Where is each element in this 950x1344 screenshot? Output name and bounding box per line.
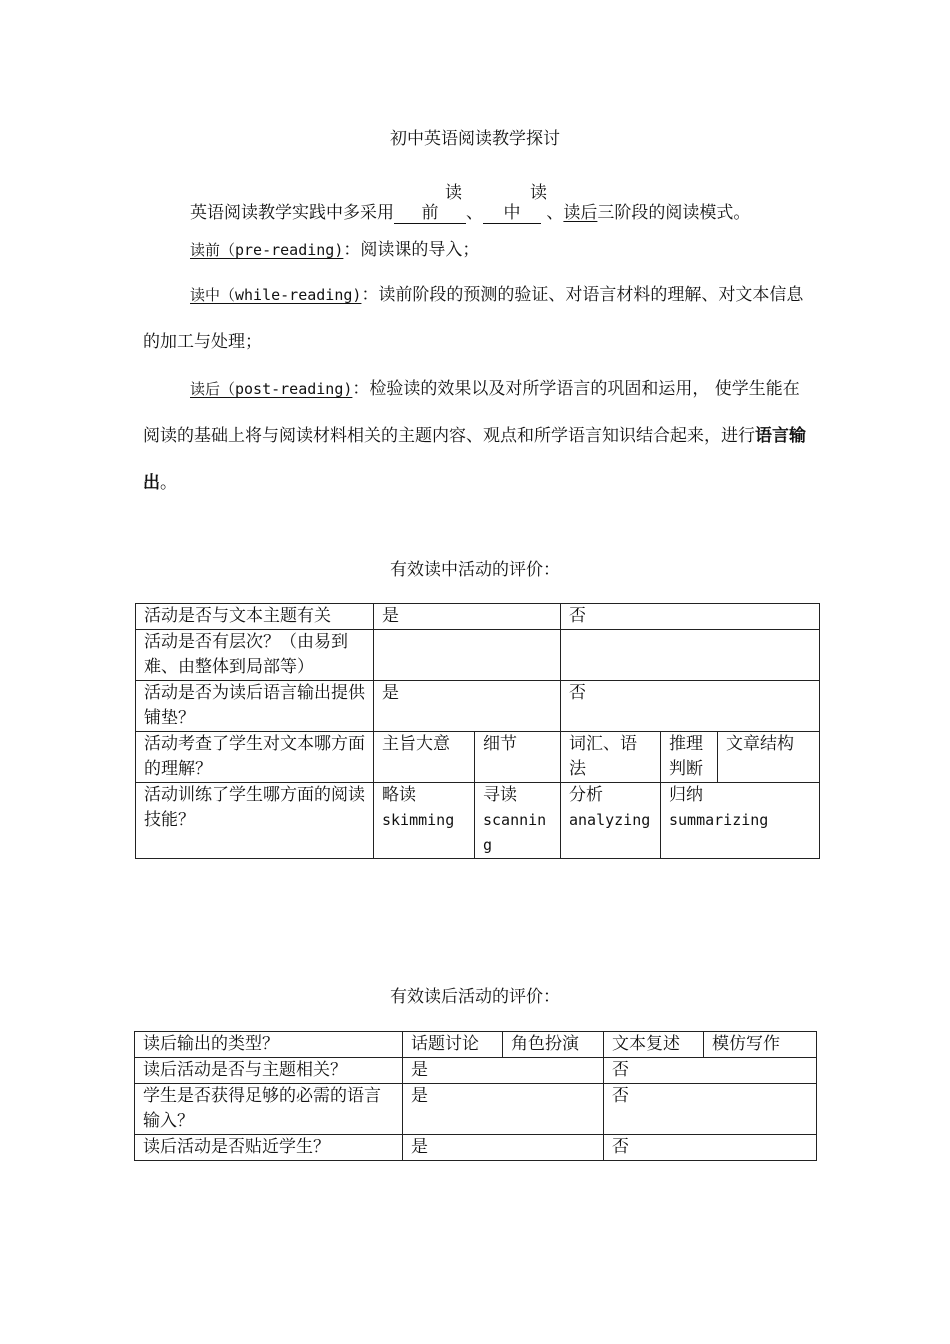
option-cell: 文本复述 [604,1032,704,1058]
table-row [136,681,820,732]
no-cell: 否 [604,1084,817,1135]
option-cell: 文章结构 [718,732,820,783]
yes-cell: 是 [374,681,561,732]
question-cell: 活动考查了学生对文本哪方面的理解？ [136,732,374,783]
pre-reading-label: 读前（pre-reading) [190,241,344,259]
skill-cell [661,783,820,859]
table-row [136,783,820,859]
skill-cn: 寻读 [483,785,517,805]
option-cell: 话题讨论 [403,1032,503,1058]
while-reading-text: ：读前阶段的预测的验证、对语言材料的理解、对文本信息的加工与处理； [143,285,804,352]
language-output-bold: 语言输出 [143,426,806,493]
question-cell: 读后活动是否与主题相关？ [135,1058,403,1084]
option-cell: 主旨大意 [374,732,475,783]
table2-caption: 有效读后活动的评价： [390,987,560,1007]
no-cell: 否 [561,681,820,732]
intro-sep1: 、 [466,203,483,223]
table-row [136,604,820,630]
question-cell: 活动是否为读后语言输出提供铺垫？ [136,681,374,732]
question-cell: 读后活动是否贴近学生？ [135,1135,403,1161]
post-reading-label: 读后（post-reading) [190,380,353,398]
while-reading-label: 读中（while-reading) [190,286,362,304]
no-cell: 否 [604,1135,817,1161]
table-row [135,1032,817,1058]
while-reading-evaluation-table [135,603,820,859]
skill-cn: 归纳 [669,785,703,805]
document-title: 初中英语阅读教学探讨 [390,129,560,149]
skill-cell [374,783,475,859]
intro-sep2: 、 [546,203,564,223]
skill-cn: 分析 [569,785,603,805]
no-cell: 否 [604,1058,817,1084]
yes-cell: 是 [403,1084,604,1135]
skill-cell [475,783,561,859]
stage-post-label: 读后 [563,203,598,223]
option-cell: 角色扮演 [503,1032,604,1058]
skill-cell [561,783,661,859]
no-cell: 否 [561,604,820,630]
yes-cell: 是 [403,1058,604,1084]
table-row [136,732,820,783]
intro-suffix: 三阶段的阅读模式。 [597,203,751,223]
while-reading-paragraph [143,272,815,366]
yes-cell: 是 [374,604,561,630]
post-reading-end: 。 [160,473,177,493]
option-cell: 词汇、语法 [561,732,661,783]
question-cell: 学生是否获得足够的必需的语言输入？ [135,1084,403,1135]
yes-cell: 是 [403,1135,604,1161]
post-reading-paragraph [143,366,815,507]
question-cell: 读后输出的类型？ [135,1032,403,1058]
skill-cn: 略读 [382,785,416,805]
skill-en: summarizing [669,811,769,829]
table-row [135,1058,817,1084]
table-row [136,630,820,681]
skill-en: analyzing [569,811,651,829]
empty-cell [374,630,561,681]
empty-cell [561,630,820,681]
question-cell: 活动是否有层次？（由易到难、由整体到局部等） [136,630,374,681]
post-reading-text: ：检验读的效果以及对所学语言的巩固和运用， 使学生能在阅读的基础上将与阅读材料相关的主题内容、观点和所学语言知识结合起来，进行 [143,379,800,446]
table-row [135,1135,817,1161]
table1-caption: 有效读中活动的评价： [390,560,560,580]
stage-pre-blank: 读前 [394,183,466,224]
question-cell: 活动训练了学生哪方面的阅读技能？ [136,783,374,859]
option-cell: 推理判断 [661,732,718,783]
table-row [135,1084,817,1135]
option-cell: 细节 [475,732,561,783]
skill-en: skimming [382,811,455,829]
pre-reading-text: ：阅读课的导入； [343,240,480,260]
skill-en: scanning [483,811,547,854]
question-cell: 活动是否与文本主题有关 [136,604,374,630]
pre-reading-paragraph [143,227,815,274]
post-reading-evaluation-table [134,1031,817,1161]
option-cell: 模仿写作 [704,1032,817,1058]
intro-prefix: 英语阅读教学实践中多采用 [190,203,394,223]
stage-while-blank: 读中 [483,183,541,224]
